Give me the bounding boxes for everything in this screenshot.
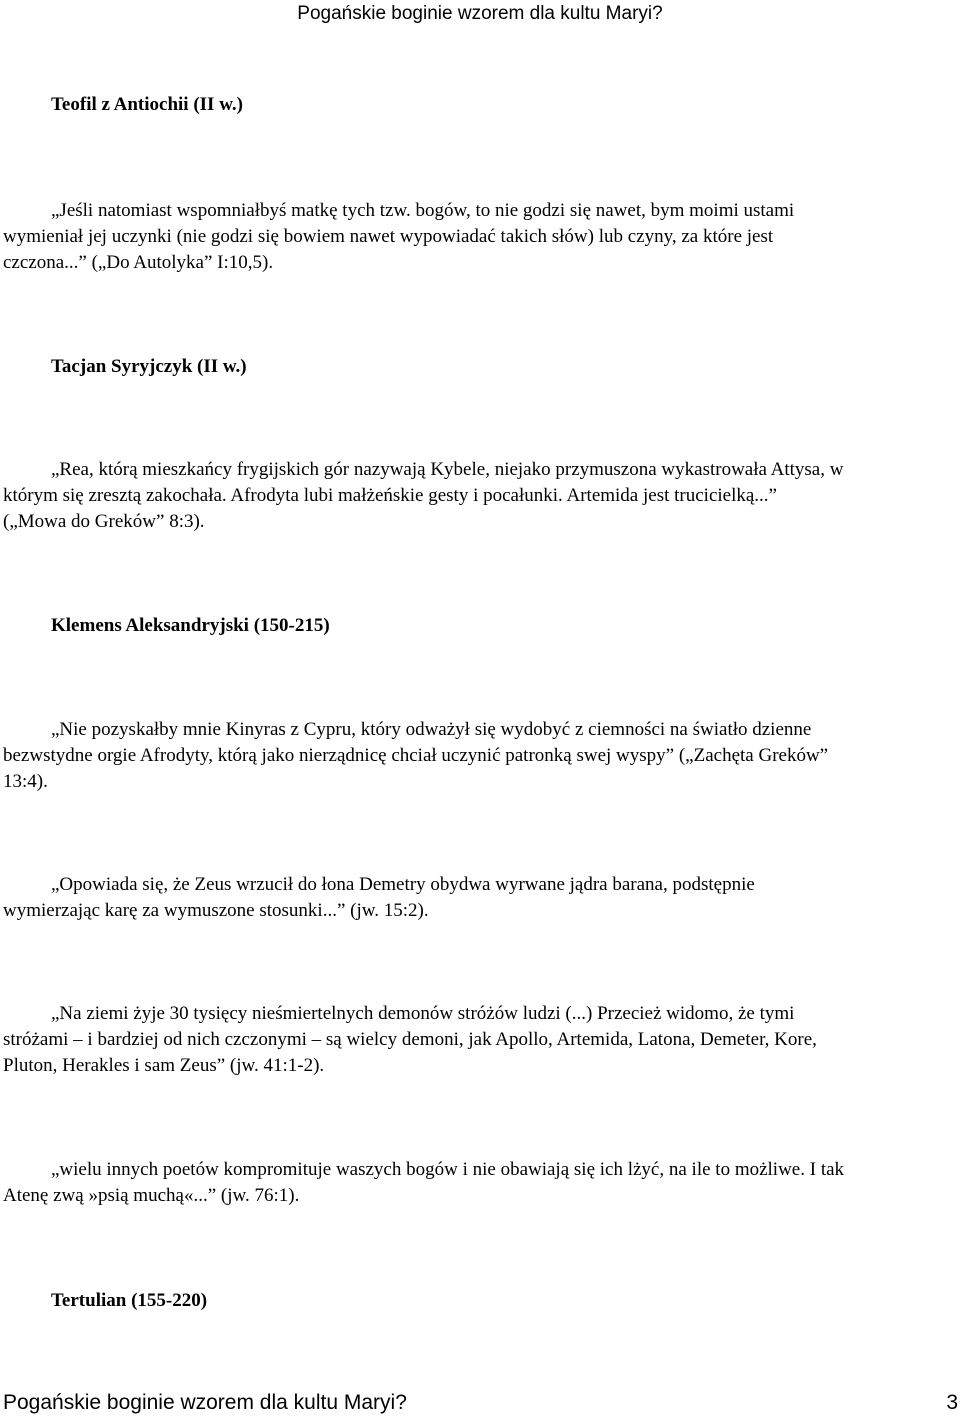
quote-paragraph [3,1157,958,1209]
paragraph-line: wymieniał jej uczynki (nie godzi się bowiem nawet wypowiadać takich słów) lub czyny, za które jest [3,226,774,247]
paragraph-line: „Nie pozyskałby mnie Kinyras z Cypru, który odważył się wydobyć z ciemności na światło dzienne [51,719,812,740]
paragraph-line: „Na ziemi żyje 30 tysięcy nieśmiertelnych demonów stróżów ludzi (...) Przecież widomo, że tymi [51,1003,795,1024]
quote-paragraph [3,457,958,535]
section-heading-klemens: Klemens Aleksandryjski (150-215) [51,615,330,636]
paragraph-line: Pluton, Herakles i sam Zeus” (jw. 41:1-2). [3,1055,325,1076]
paragraph-line: wymierzając karę za wymuszone stosunki...” (jw. 15:2). [3,900,429,921]
page-header-title: Pogańskie boginie wzorem dla kultu Maryi? [297,3,663,24]
quote-paragraph [3,1001,958,1079]
paragraph-line: „Rea, którą mieszkańcy frygijskich gór nazywają Kybele, niejako przymuszona wykastrowała Attysa, w [51,459,844,480]
quote-paragraph [3,198,958,276]
paragraph-line: „Jeśli natomiast wspomniałbyś matkę tych tzw. bogów, to nie godzi się nawet, bym moimi ustami [51,200,795,221]
page-footer-title: Pogańskie boginie wzorem dla kultu Maryi? [3,1391,407,1414]
paragraph-line: „Opowiada się, że Zeus wrzucił do łona Demetry obydwa wyrwane jądra barana, podstępnie [51,874,755,895]
paragraph-line: bezwstydne orgie Afrodyty, którą jako nierządnicę chciał uczynić patronką swej wyspy” („Zachęta Greków” [3,745,829,766]
paragraph-line: którym się zresztą zakochała. Afrodyta lubi małżeńskie gesty i pocałunki. Artemida jest trucicielką...” [3,485,777,506]
paragraph-line: Atenę zwą »psią muchą«...” (jw. 76:1). [3,1185,300,1206]
quote-paragraph [3,872,958,924]
section-heading-teofil: Teofil z Antiochii (II w.) [51,94,243,115]
paragraph-line: 13:4). [3,771,48,792]
quote-paragraph [3,717,958,795]
paragraph-line: czczona...” („Do Autolyka” I:10,5). [3,252,274,273]
section-heading-tacjan: Tacjan Syryjczyk (II w.) [51,356,247,377]
section-heading-tertulian: Tertulian (155-220) [51,1290,208,1311]
page-footer [3,1390,958,1416]
paragraph-line: („Mowa do Greków” 8:3). [3,511,205,532]
paragraph-line: „wielu innych poetów kompromituje waszych bogów i nie obawiają się ich lżyć, na ile to możliwe. I tak [51,1159,845,1180]
page-header [0,2,960,26]
page-number: 3 [946,1391,958,1414]
paragraph-line: stróżami – i bardziej od nich czczonymi – są wielcy demoni, jak Apollo, Artemida, Latona, Demeter, Kore, [3,1029,817,1050]
